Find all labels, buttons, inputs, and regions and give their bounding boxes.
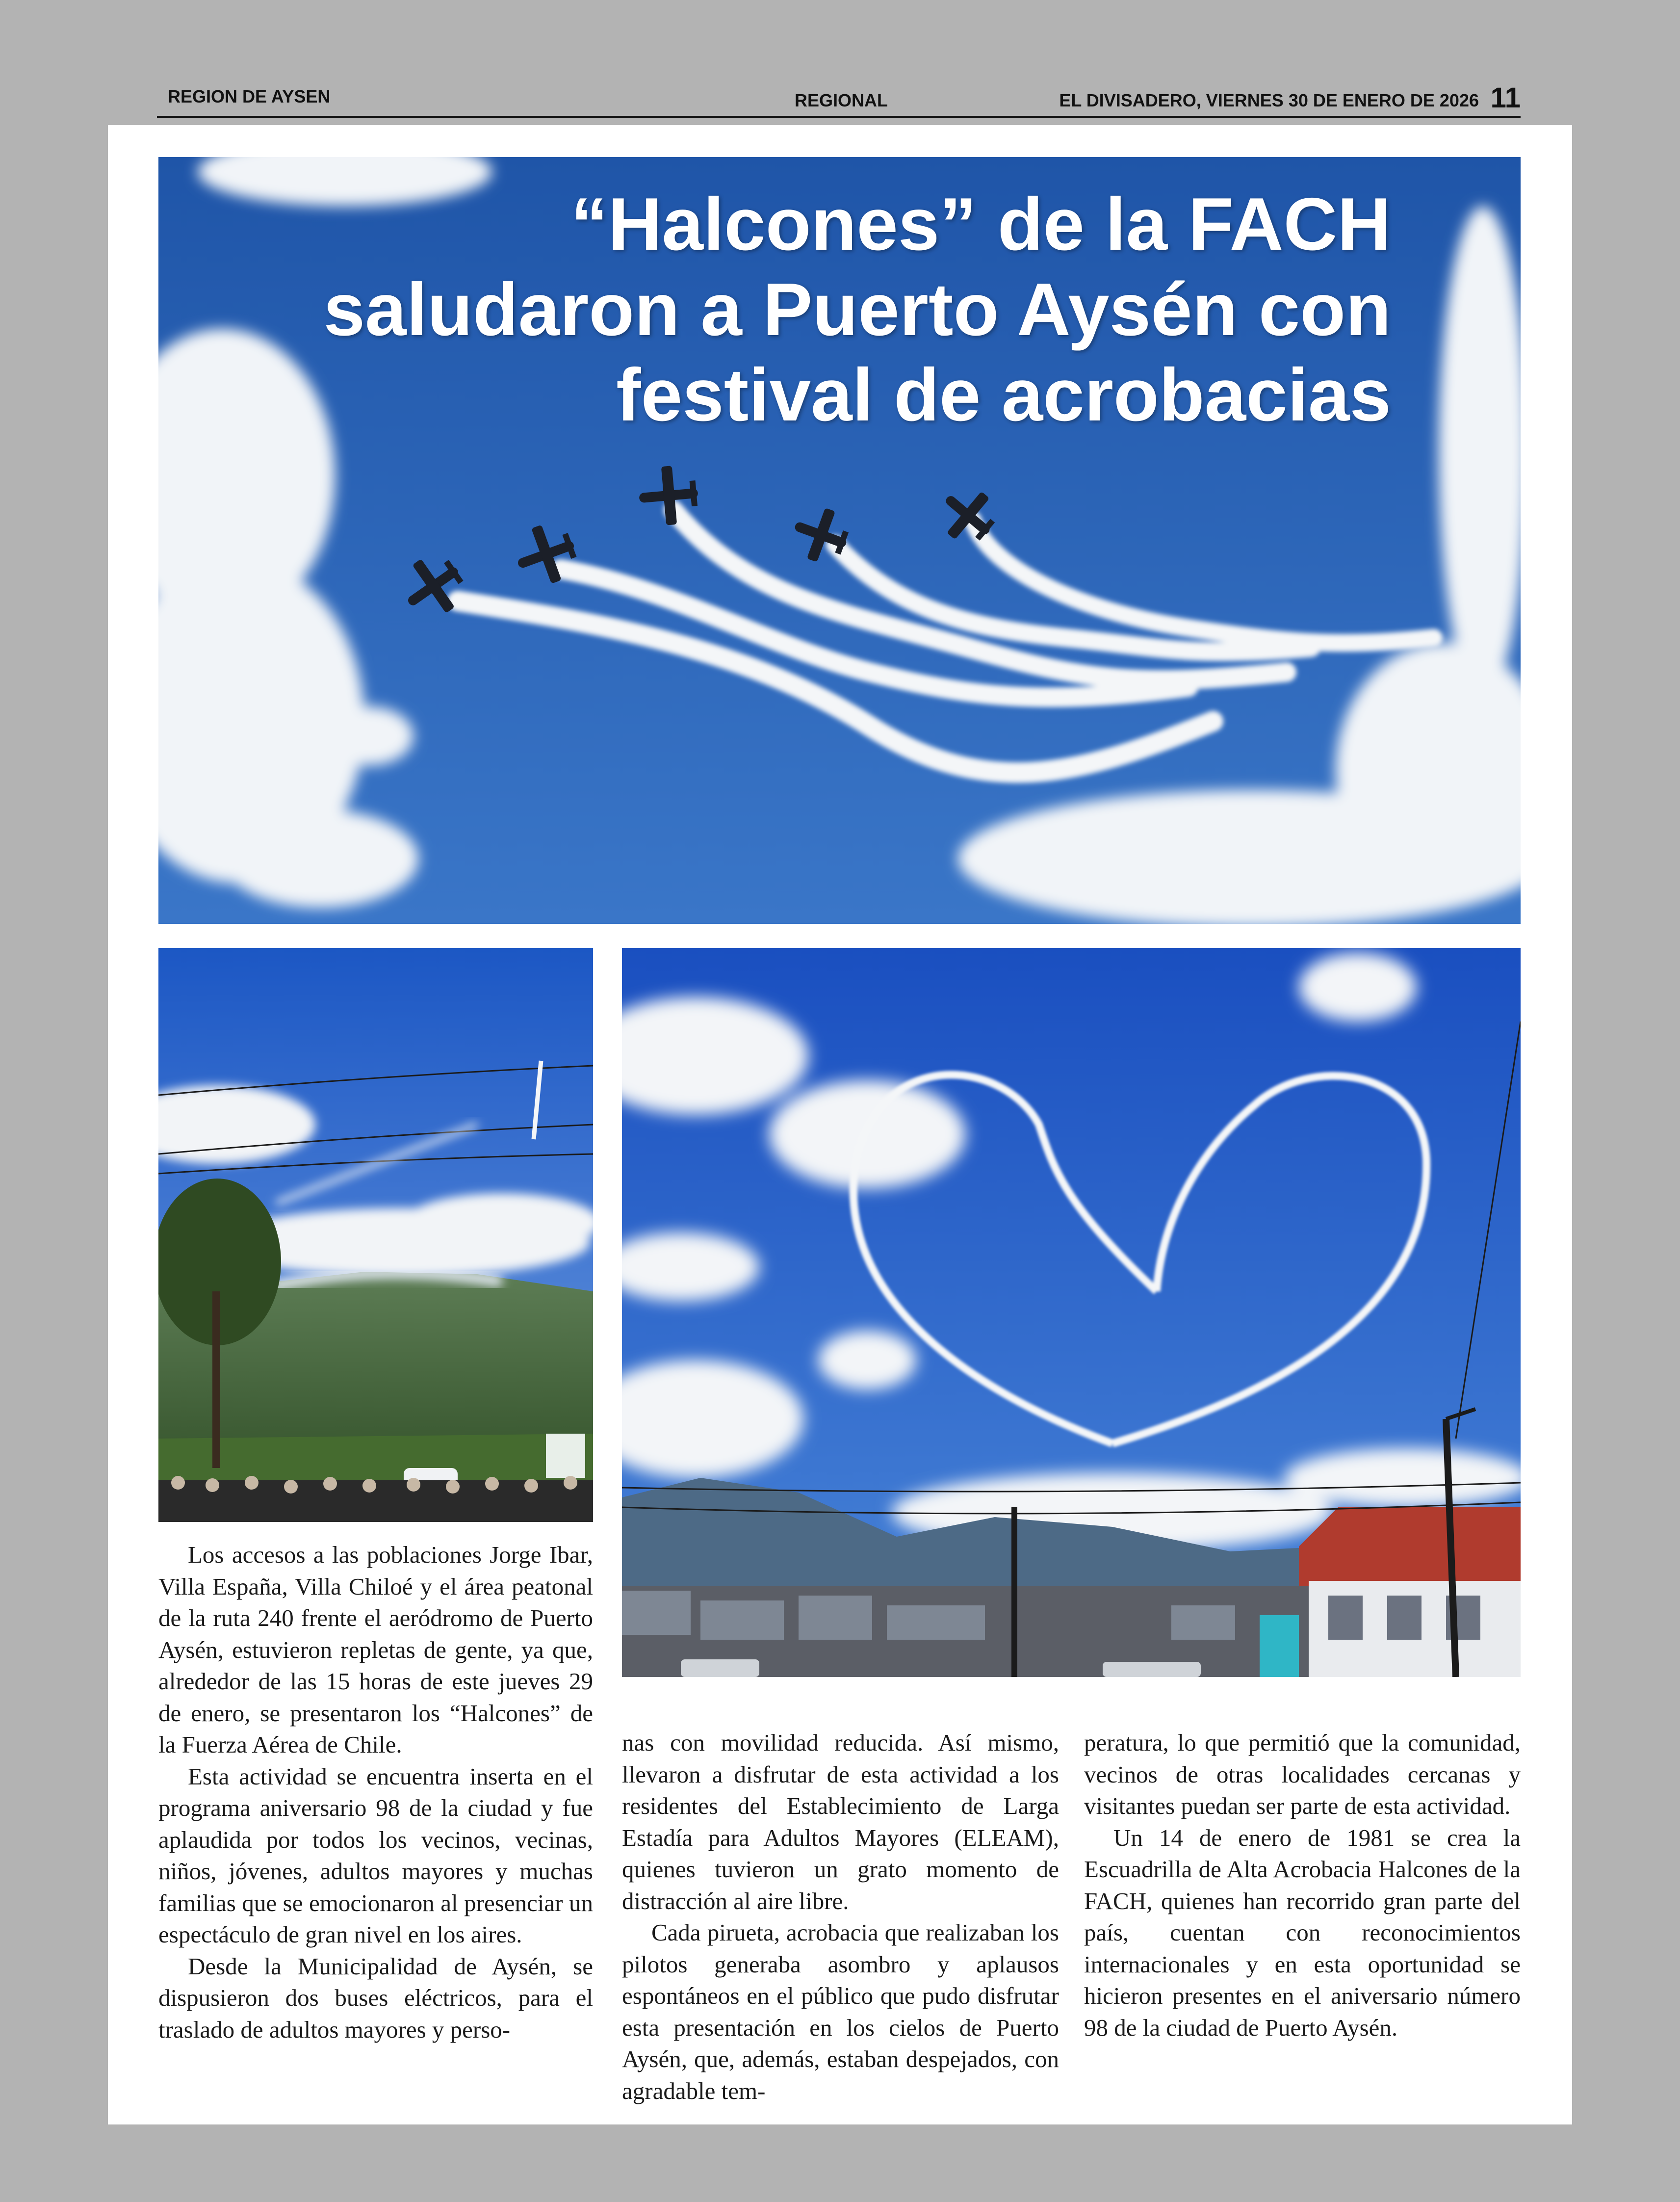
paragraph: Desde la Municipalidad de Aysén, se dispusieron dos buses eléctricos, para el traslado de adultos mayores y perso- xyxy=(158,1952,593,2043)
headline xyxy=(158,182,1391,438)
publication-date: EL DIVISADERO, VIERNES 30 DE ENERO DE 2026 xyxy=(1059,90,1479,110)
photo-heart-smoke-town xyxy=(622,948,1521,1677)
article-sheet xyxy=(108,125,1572,2124)
section-left: REGION DE AYSEN xyxy=(168,86,331,106)
article-column-3 xyxy=(1084,1727,1521,2044)
paragraph: Los accesos a las poblaciones Jorge Ibar, Villa España, Villa Chiloé y el área peatonal de la ruta 240 frente el aeródromo de Puerto Aysén, estuvieron repletas de gente, ya que, alrededor de las 15 horas de este jueves 29 de enero, se presentaron los “Halcones” de la Fuerza Aérea de Chile. xyxy=(158,1541,593,1758)
section-center: REGIONAL xyxy=(795,90,888,110)
paragraph: nas con movilidad reducida. Así mismo, llevaron a disfrutar de esta actividad a los residentes del Establecimiento de Larga Estadía para Adultos Mayores (ELEAM), quienes tuvieron un grato momento de distracción al aire libre. xyxy=(622,1729,1059,1914)
paragraph: Un 14 de enero de 1981 se crea la Escuadrilla de Alta Acrobacia Halcones de la FACH, quienes han recorrido gran parte del país, cuentan con reconocimientos internacionales y en esta oportunidad se hicieron presentes en el aniversario número 98 de la ciudad de Puerto Aysén. xyxy=(1084,1824,1521,2041)
paragraph: Esta actividad se encuentra inserta en el programa aniversario 98 de la ciudad y fue aplaudida por todos los vecinos, vecinas, niños, jóvenes, adultos mayores y muchas familias que se emocionaron al presenciar un espectáculo de gran nivel en los aires. xyxy=(158,1762,593,1948)
article-column-2 xyxy=(622,1727,1059,2107)
headline-line-3: festival de acrobacias xyxy=(616,353,1391,437)
headline-line-2: saludaron a Puerto Aysén con xyxy=(323,268,1391,351)
page-header xyxy=(157,83,1521,118)
page-number: 11 xyxy=(1490,82,1521,114)
photo-crowd-mountain xyxy=(158,948,593,1522)
paragraph: peratura, lo que permitió que la comunidad, vecinos de otras localidades cercanas y visitantes puedan ser parte de esta actividad. xyxy=(1084,1729,1521,1819)
paragraph: Cada pirueta, acrobacia que realizaban los pilotos generaba asombro y aplausos espontáneos en el público que pudo disfrutar esta presentación en los cielos de Puerto Aysén, que, además, estaban despejados, con agradable tem- xyxy=(622,1919,1059,2104)
article-column-1 xyxy=(158,1539,593,2045)
headline-line-1: “Halcones” de la FACH xyxy=(570,183,1391,266)
